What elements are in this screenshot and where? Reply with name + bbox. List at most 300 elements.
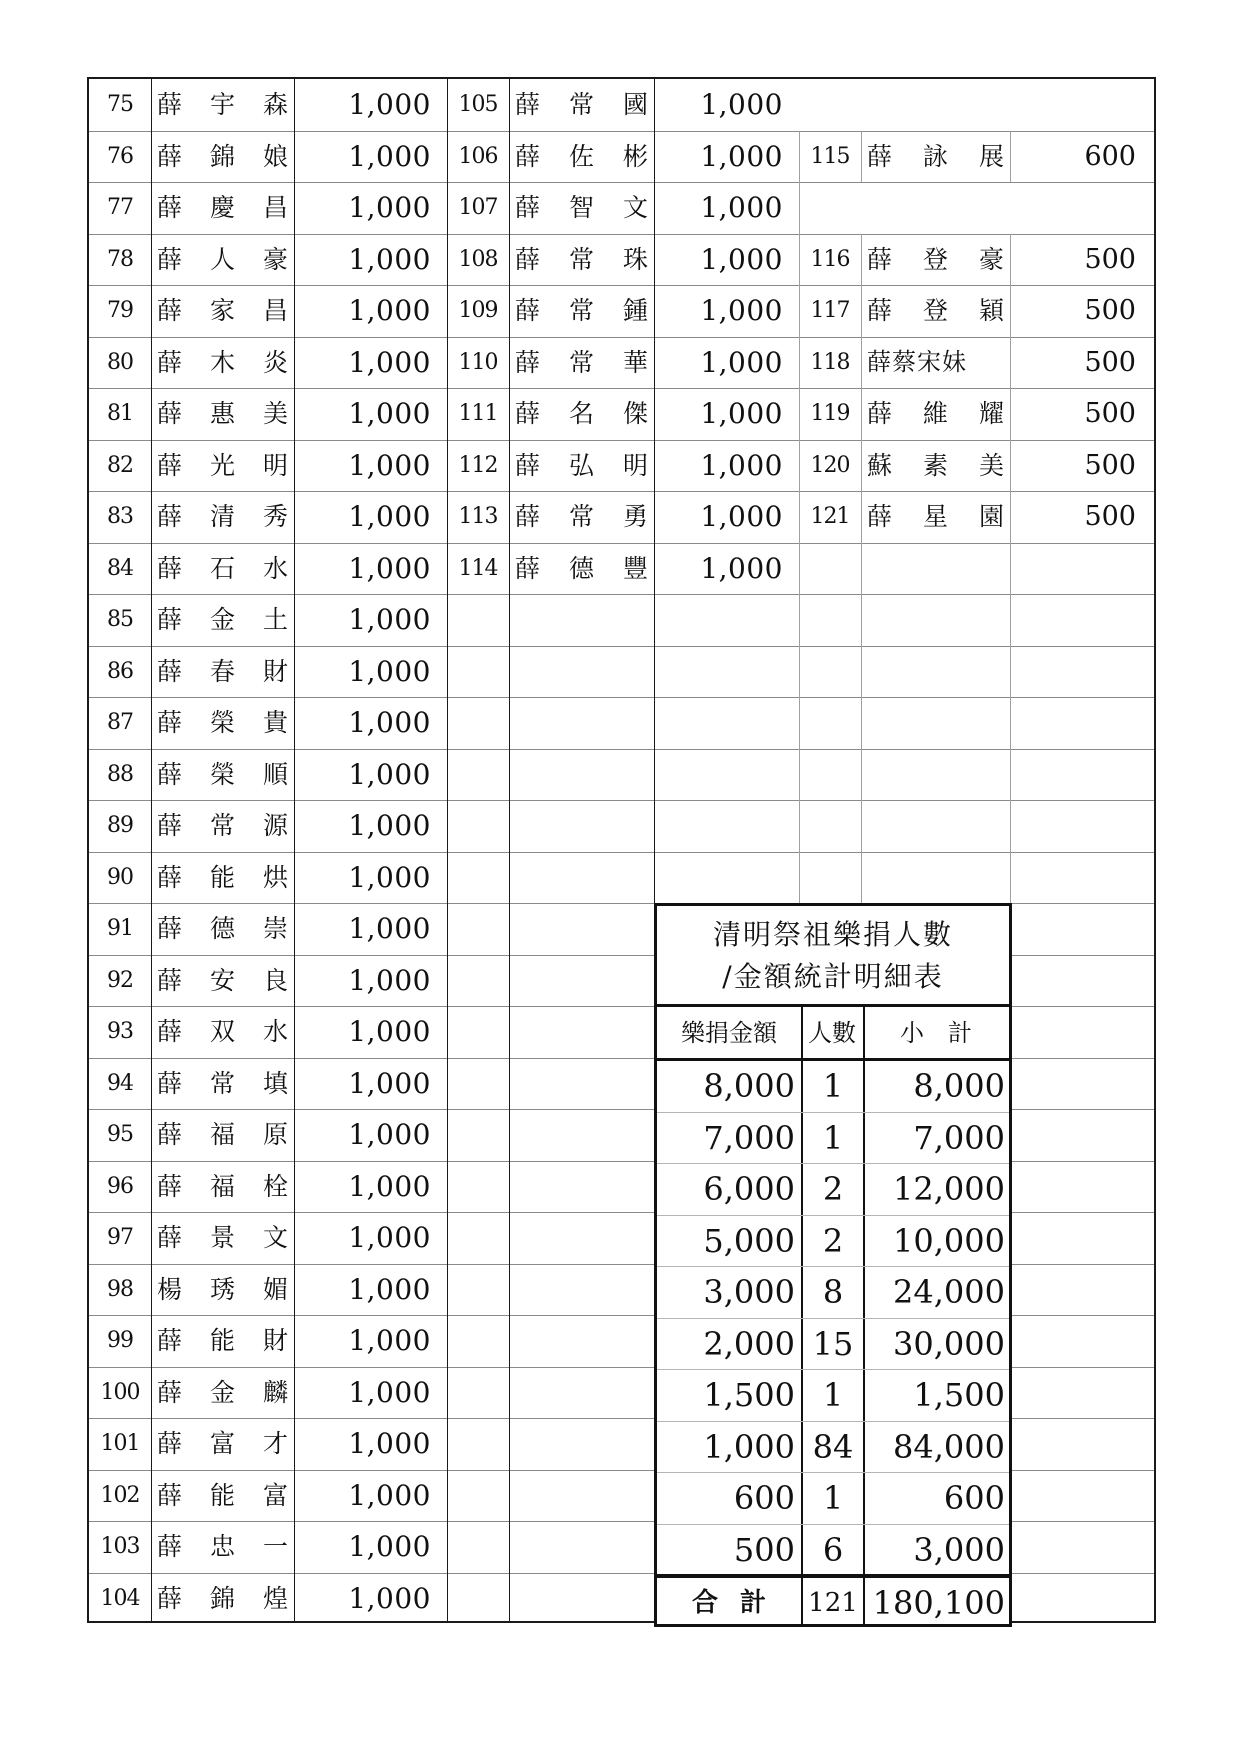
summary-row (657, 1216, 1009, 1268)
summary-header-subtotal: 小 計 (900, 1019, 972, 1047)
donor-name-char: 昌 (262, 193, 288, 222)
summary-table (654, 903, 1012, 1627)
donor-name-char: 人 (209, 244, 235, 274)
donor-name-char: 豐 (622, 553, 648, 583)
donor-name-char: 名 (568, 399, 594, 428)
donor-name-char: 榮 (209, 759, 235, 789)
donation-amount: 1,000 (348, 1324, 431, 1357)
donor-name (151, 388, 294, 440)
donor-name-char: 薛 (157, 1480, 183, 1510)
donor-name-char: 薛 (157, 450, 183, 480)
donor-name-char: 春 (209, 656, 235, 686)
donor-name-char: 薛 (867, 244, 893, 274)
summary-count: 2 (822, 1221, 844, 1260)
entry-number: 75 (107, 92, 133, 117)
entry-number: 81 (107, 401, 133, 426)
entry-number: 119 (810, 401, 850, 426)
donor-name-char: 常 (568, 244, 594, 274)
donation-amount: 1,000 (348, 88, 431, 121)
donor-name-char: 薛 (867, 399, 893, 428)
donor-name-char: 財 (262, 656, 288, 686)
donation-amount: 500 (1084, 398, 1136, 429)
donor-name (151, 1212, 294, 1264)
summary-amount: 5,000 (703, 1221, 795, 1260)
summary-title (657, 906, 1009, 1007)
donor-name-char: 薛 (515, 141, 541, 171)
donor-name (151, 285, 294, 337)
entry-number: 106 (458, 143, 498, 169)
donor-name (151, 1315, 294, 1367)
donor-name-char: 園 (978, 502, 1004, 531)
entry-number: 80 (107, 349, 133, 375)
donor-name-char: 宇 (209, 90, 235, 119)
entry-number: 98 (107, 1276, 133, 1302)
entry-number: 83 (107, 504, 133, 529)
donor-name-char: 詠 (922, 141, 948, 171)
donation-amount: 1,000 (348, 963, 431, 997)
summary-amount: 6,000 (703, 1170, 795, 1208)
donor-name-char: 文 (262, 1223, 288, 1252)
donor-name (151, 337, 294, 389)
entry-number: 78 (107, 246, 133, 272)
entry-number: 88 (107, 761, 133, 787)
donor-name-char: 薛 (515, 244, 541, 274)
entry-number: 115 (810, 143, 850, 169)
donor-name-char: 薛 (157, 965, 183, 995)
donor-name-char: 安 (209, 965, 235, 995)
entry-number: 76 (107, 143, 133, 169)
donor-name-char: 清 (209, 502, 235, 531)
donation-amount: 600 (1084, 140, 1136, 172)
donor-name-char: 薛 (157, 193, 183, 222)
donor-name-char: 一 (262, 1532, 288, 1561)
donation-amount: 1,000 (348, 706, 431, 739)
summary-row (657, 1525, 1009, 1577)
donor-name-char: 鍾 (622, 296, 648, 325)
donor-name-char: 彬 (622, 141, 648, 171)
donor-name-char: 明 (622, 450, 648, 480)
donor-name-char: 秀 (262, 502, 288, 531)
donor-name-char: 薛 (157, 296, 183, 325)
donor-name-char: 炎 (262, 347, 288, 377)
summary-amount: 1,000 (703, 1427, 795, 1466)
donor-name-char: 美 (978, 450, 1004, 480)
donor-name-char: 薛 (157, 399, 183, 428)
donor-name-char: 智 (568, 193, 594, 222)
entry-number: 90 (107, 864, 133, 890)
donor-name-char: 栓 (262, 1171, 288, 1201)
summary-amount: 500 (733, 1530, 795, 1569)
donor-name-char: 耀 (978, 399, 1004, 428)
entry-number: 101 (100, 1431, 140, 1456)
donor-name-char: 薛 (157, 90, 183, 119)
summary-count: 15 (812, 1324, 854, 1363)
summary-count: 1 (822, 1376, 844, 1414)
donor-name-char: 佐 (568, 141, 594, 171)
summary-subtotal: 10,000 (893, 1221, 1005, 1260)
summary-amount: 8,000 (703, 1067, 795, 1105)
summary-amount: 600 (733, 1479, 795, 1517)
donation-amount: 1,000 (348, 1221, 431, 1254)
entry-number: 114 (458, 555, 498, 581)
donor-name (861, 234, 1010, 286)
donor-name-char: 景 (209, 1223, 235, 1252)
donation-amount: 1,000 (348, 294, 431, 327)
entry-number: 84 (107, 555, 133, 581)
donation-amount: 1,000 (700, 242, 783, 276)
donation-amount: 1,000 (348, 500, 431, 533)
entry-number: 92 (107, 967, 133, 993)
donation-amount: 1,000 (348, 1272, 431, 1306)
donor-name-char: 美 (262, 399, 288, 428)
entry-number: 86 (107, 658, 133, 684)
donor-name-char: 土 (262, 605, 288, 634)
donor-name-char: 德 (209, 914, 235, 943)
donor-name-char: 豪 (262, 244, 288, 274)
donor-name-char: 穎 (978, 296, 1004, 325)
donor-name-char: 家 (209, 296, 235, 325)
donor-name-char: 能 (209, 862, 235, 892)
donor-name-char: 薛 (157, 605, 183, 634)
donor-name-char: 薛 (515, 502, 541, 531)
donor-name (151, 79, 294, 131)
donor-name-char: 麟 (262, 1377, 288, 1407)
donor-name (151, 1161, 294, 1213)
donor-name-char: 惠 (209, 399, 235, 428)
donor-name (151, 800, 294, 852)
donor-name-char: 常 (209, 811, 235, 840)
donor-name (151, 646, 294, 698)
donor-name-char: 常 (568, 296, 594, 325)
entry-number: 79 (107, 298, 133, 323)
donor-name-char: 薛 (157, 553, 183, 583)
donor-name (861, 491, 1010, 543)
donor-name (509, 131, 654, 183)
donor-name-char: 水 (262, 553, 288, 583)
donor-name (509, 388, 654, 440)
donor-name-char: 薛 (157, 811, 183, 840)
donor-name (509, 337, 654, 389)
donor-name-char: 薛 (515, 553, 541, 583)
entry-number: 95 (107, 1122, 133, 1147)
summary-subtotal: 24,000 (893, 1273, 1005, 1311)
donor-name (151, 234, 294, 286)
donation-amount: 1,000 (348, 809, 431, 842)
donation-amount: 500 (1084, 449, 1136, 481)
donor-name (151, 1058, 294, 1110)
summary-row (657, 1061, 1009, 1113)
donation-amount: 1,000 (700, 191, 783, 224)
donor-name-char: 薛 (515, 296, 541, 325)
donor-name (151, 594, 294, 646)
summary-subtotal: 7,000 (913, 1118, 1005, 1157)
donor-name (151, 903, 294, 955)
entry-number: 108 (458, 246, 498, 272)
donor-name-char: 填 (262, 1068, 288, 1098)
donor-name-char: 娘 (262, 141, 288, 171)
donation-amount: 1,000 (348, 1530, 431, 1563)
donation-amount: 1,000 (700, 448, 783, 482)
donor-name-char: 薛 (515, 399, 541, 428)
summary-row (657, 1473, 1009, 1525)
donor-name-char: 福 (209, 1120, 235, 1149)
donor-name (151, 1573, 294, 1625)
donation-amount: 1,000 (700, 397, 783, 430)
entry-number: 97 (107, 1225, 133, 1250)
donor-name-char: 德 (568, 553, 594, 583)
entry-number: 91 (107, 916, 133, 941)
donor-name-char: 薛 (867, 141, 893, 171)
donor-name-char: 双 (209, 1017, 235, 1046)
donor-name-char: 薛 (157, 1583, 183, 1613)
donor-name-char: 薛 (867, 296, 893, 325)
entry-number: 117 (810, 298, 850, 323)
summary-row (657, 1422, 1009, 1474)
entry-number: 77 (107, 195, 133, 220)
donor-name-char: 金 (209, 1377, 235, 1407)
entry-number: 85 (107, 607, 133, 632)
donor-name-char: 珠 (622, 244, 648, 274)
donor-name-char: 能 (209, 1480, 235, 1510)
entry-number: 118 (810, 349, 850, 375)
donor-name-char: 常 (568, 90, 594, 119)
summary-subtotal: 1,500 (913, 1376, 1005, 1414)
donation-amount: 1,000 (348, 1118, 431, 1151)
summary-total-row (657, 1578, 1009, 1630)
summary-row (657, 1267, 1009, 1319)
donation-amount: 1,000 (700, 139, 783, 173)
donation-amount: 500 (1084, 243, 1136, 275)
donor-name-char: 蘇 (867, 450, 893, 480)
donor-name-char: 媚 (262, 1274, 288, 1304)
donation-amount: 1,000 (348, 1375, 431, 1409)
entry-number: 113 (458, 504, 498, 529)
donor-name-char: 薛 (157, 862, 183, 892)
entry-number: 99 (107, 1328, 133, 1353)
donor-name-char: 水 (262, 1017, 288, 1046)
summary-count: 2 (822, 1170, 844, 1208)
summary-amount: 1,500 (703, 1376, 795, 1414)
summary-subtotal: 3,000 (913, 1530, 1005, 1569)
donor-name-char: 登 (922, 296, 948, 325)
summary-total-subtotal: 180,100 (872, 1584, 1005, 1622)
donor-name-char: 國 (622, 90, 648, 119)
donor-name (151, 440, 294, 492)
donor-name (861, 131, 1010, 183)
donor-name (151, 1006, 294, 1058)
donor-name-char: 富 (262, 1480, 288, 1510)
donor-name-char: 錦 (209, 141, 235, 171)
donor-name (151, 955, 294, 1007)
donor-name-char: 崇 (262, 914, 288, 943)
donor-name-char: 原 (262, 1120, 288, 1149)
donor-name-char: 源 (262, 811, 288, 840)
donation-amount: 1,000 (700, 551, 783, 585)
donor-name-char: 維 (922, 399, 948, 428)
donor-name-char: 薛 (515, 90, 541, 119)
donor-name-char: 財 (262, 1326, 288, 1355)
donation-amount: 1,000 (348, 1169, 431, 1203)
donor-name-char: 勇 (622, 502, 648, 531)
donation-amount: 1,000 (348, 1581, 431, 1615)
donor-name-char: 良 (262, 965, 288, 995)
donor-name-char: 薛 (157, 914, 183, 943)
donor-name-char: 登 (922, 244, 948, 274)
entry-number: 111 (458, 401, 498, 426)
donor-name-char: 光 (209, 450, 235, 480)
donor-name-char: 薛 (157, 708, 183, 737)
summary-total-count: 121 (808, 1588, 858, 1618)
donor-name-char: 慶 (209, 193, 235, 222)
donation-amount: 1,000 (348, 1427, 431, 1460)
entry-number: 104 (100, 1585, 140, 1611)
donor-name-char: 木 (209, 347, 235, 377)
donor-name (509, 440, 654, 492)
donor-name-char: 富 (209, 1429, 235, 1458)
donor-name (151, 543, 294, 595)
donor-name-char: 華 (622, 347, 648, 377)
donor-name-char: 昌 (262, 296, 288, 325)
donor-name-char: 薛 (157, 1171, 183, 1201)
entry-number: 100 (100, 1379, 140, 1405)
donor-name (861, 285, 1010, 337)
entry-number: 96 (107, 1173, 133, 1199)
donor-name-char: 文 (622, 193, 648, 222)
donor-name-char: 薛 (157, 1223, 183, 1252)
entry-number: 82 (107, 452, 133, 478)
donor-name (509, 182, 654, 234)
donation-amount: 500 (1084, 295, 1136, 326)
donor-name (151, 131, 294, 183)
entry-number: 93 (107, 1019, 133, 1044)
donor-name (509, 79, 654, 131)
donor-name-char: 煌 (262, 1583, 288, 1613)
donor-name-char: 烘 (262, 862, 288, 892)
entry-number: 109 (458, 298, 498, 323)
summary-row (657, 1113, 1009, 1165)
summary-subtotal: 30,000 (893, 1324, 1005, 1363)
donor-name-char: 薛 (157, 1326, 183, 1355)
donor-name-char: 薛 (157, 1120, 183, 1149)
summary-row (657, 1319, 1009, 1371)
donor-name-char: 薛 (157, 1377, 183, 1407)
summary-count: 8 (822, 1273, 844, 1311)
summary-subtotal: 12,000 (893, 1170, 1005, 1208)
donation-amount: 1,000 (348, 551, 431, 585)
entry-number: 103 (100, 1534, 140, 1559)
donation-amount: 1,000 (348, 654, 431, 688)
donation-amount: 1,000 (348, 345, 431, 379)
summary-count: 1 (822, 1479, 844, 1517)
summary-amount: 3,000 (703, 1273, 795, 1311)
entry-number: 107 (458, 195, 498, 220)
entry-number: 116 (810, 246, 850, 272)
entry-number: 89 (107, 813, 133, 838)
donor-name-char: 薛 (157, 656, 183, 686)
entry-number: 112 (458, 452, 498, 478)
donor-name (151, 1470, 294, 1522)
donor-name (151, 1521, 294, 1573)
donor-name (151, 1264, 294, 1316)
donor-name-char: 薛 (515, 193, 541, 222)
donor-name (151, 749, 294, 801)
donor-name-char: 福 (209, 1171, 235, 1201)
donation-amount: 1,000 (348, 1478, 431, 1512)
donor-name (861, 440, 1010, 492)
donor-name-char: 薛 (157, 244, 183, 274)
donor-name-char: 常 (568, 502, 594, 531)
donation-amount: 1,000 (348, 912, 431, 945)
donor-name-char: 錦 (209, 1583, 235, 1613)
donor-name-char: 薛 (867, 502, 893, 531)
donor-name-char: 弘 (568, 450, 594, 480)
donor-name (151, 491, 294, 543)
entry-number: 102 (100, 1482, 140, 1508)
donor-name (509, 285, 654, 337)
donor-name (509, 543, 654, 595)
donation-amount: 1,000 (348, 191, 431, 224)
summary-count: 1 (822, 1067, 844, 1105)
donor-name-char: 森 (262, 90, 288, 119)
entry-number: 87 (107, 710, 133, 735)
donation-amount: 1,000 (700, 294, 783, 327)
donor-name (151, 182, 294, 234)
donor-name-char: 金 (209, 605, 235, 634)
donation-amount: 1,000 (348, 1066, 431, 1100)
summary-count: 1 (822, 1118, 844, 1157)
summary-header-count: 人數 (808, 1019, 856, 1047)
summary-row (657, 1164, 1009, 1216)
donor-name-char: 石 (209, 553, 235, 583)
entry-number: 120 (810, 452, 850, 478)
donor-name-char: 能 (209, 1326, 235, 1355)
donation-amount: 1,000 (348, 397, 431, 430)
donor-name-char: 薛 (157, 502, 183, 531)
entry-number: 121 (810, 504, 850, 529)
donor-name-char: 豪 (978, 244, 1004, 274)
donor-name-char: 薛 (157, 347, 183, 377)
donor-name-char: 星 (922, 502, 948, 531)
donation-amount: 1,000 (348, 242, 431, 276)
donor-name-char: 明 (262, 450, 288, 480)
summary-count: 84 (812, 1427, 854, 1466)
donor-name (151, 697, 294, 749)
donation-amount: 1,000 (700, 500, 783, 533)
donor-name-char: 傑 (622, 399, 648, 428)
donation-amount: 1,000 (700, 88, 783, 121)
summary-subtotal: 84,000 (893, 1427, 1005, 1466)
donor-name-char: 楊 (157, 1274, 183, 1304)
donor-name (509, 491, 654, 543)
summary-amount: 7,000 (703, 1118, 795, 1157)
donation-amount: 500 (1084, 346, 1136, 378)
donation-amount: 1,000 (700, 345, 783, 379)
donor-name (151, 852, 294, 904)
donation-table (87, 77, 1156, 1623)
donor-name-char: 薛 (515, 347, 541, 377)
donor-name-char: 薛 (157, 1429, 183, 1458)
donor-name-char: 貴 (262, 708, 288, 737)
donation-amount: 1,000 (348, 603, 431, 636)
donor-name (151, 1367, 294, 1419)
donor-name-char: 展 (978, 141, 1004, 171)
summary-subtotal: 600 (943, 1479, 1005, 1517)
summary-count: 6 (822, 1530, 844, 1569)
donation-amount: 1,000 (348, 860, 431, 894)
donor-name (861, 388, 1010, 440)
donor-name: 薛蔡宋妹 (867, 347, 967, 376)
entry-number: 94 (107, 1070, 133, 1096)
